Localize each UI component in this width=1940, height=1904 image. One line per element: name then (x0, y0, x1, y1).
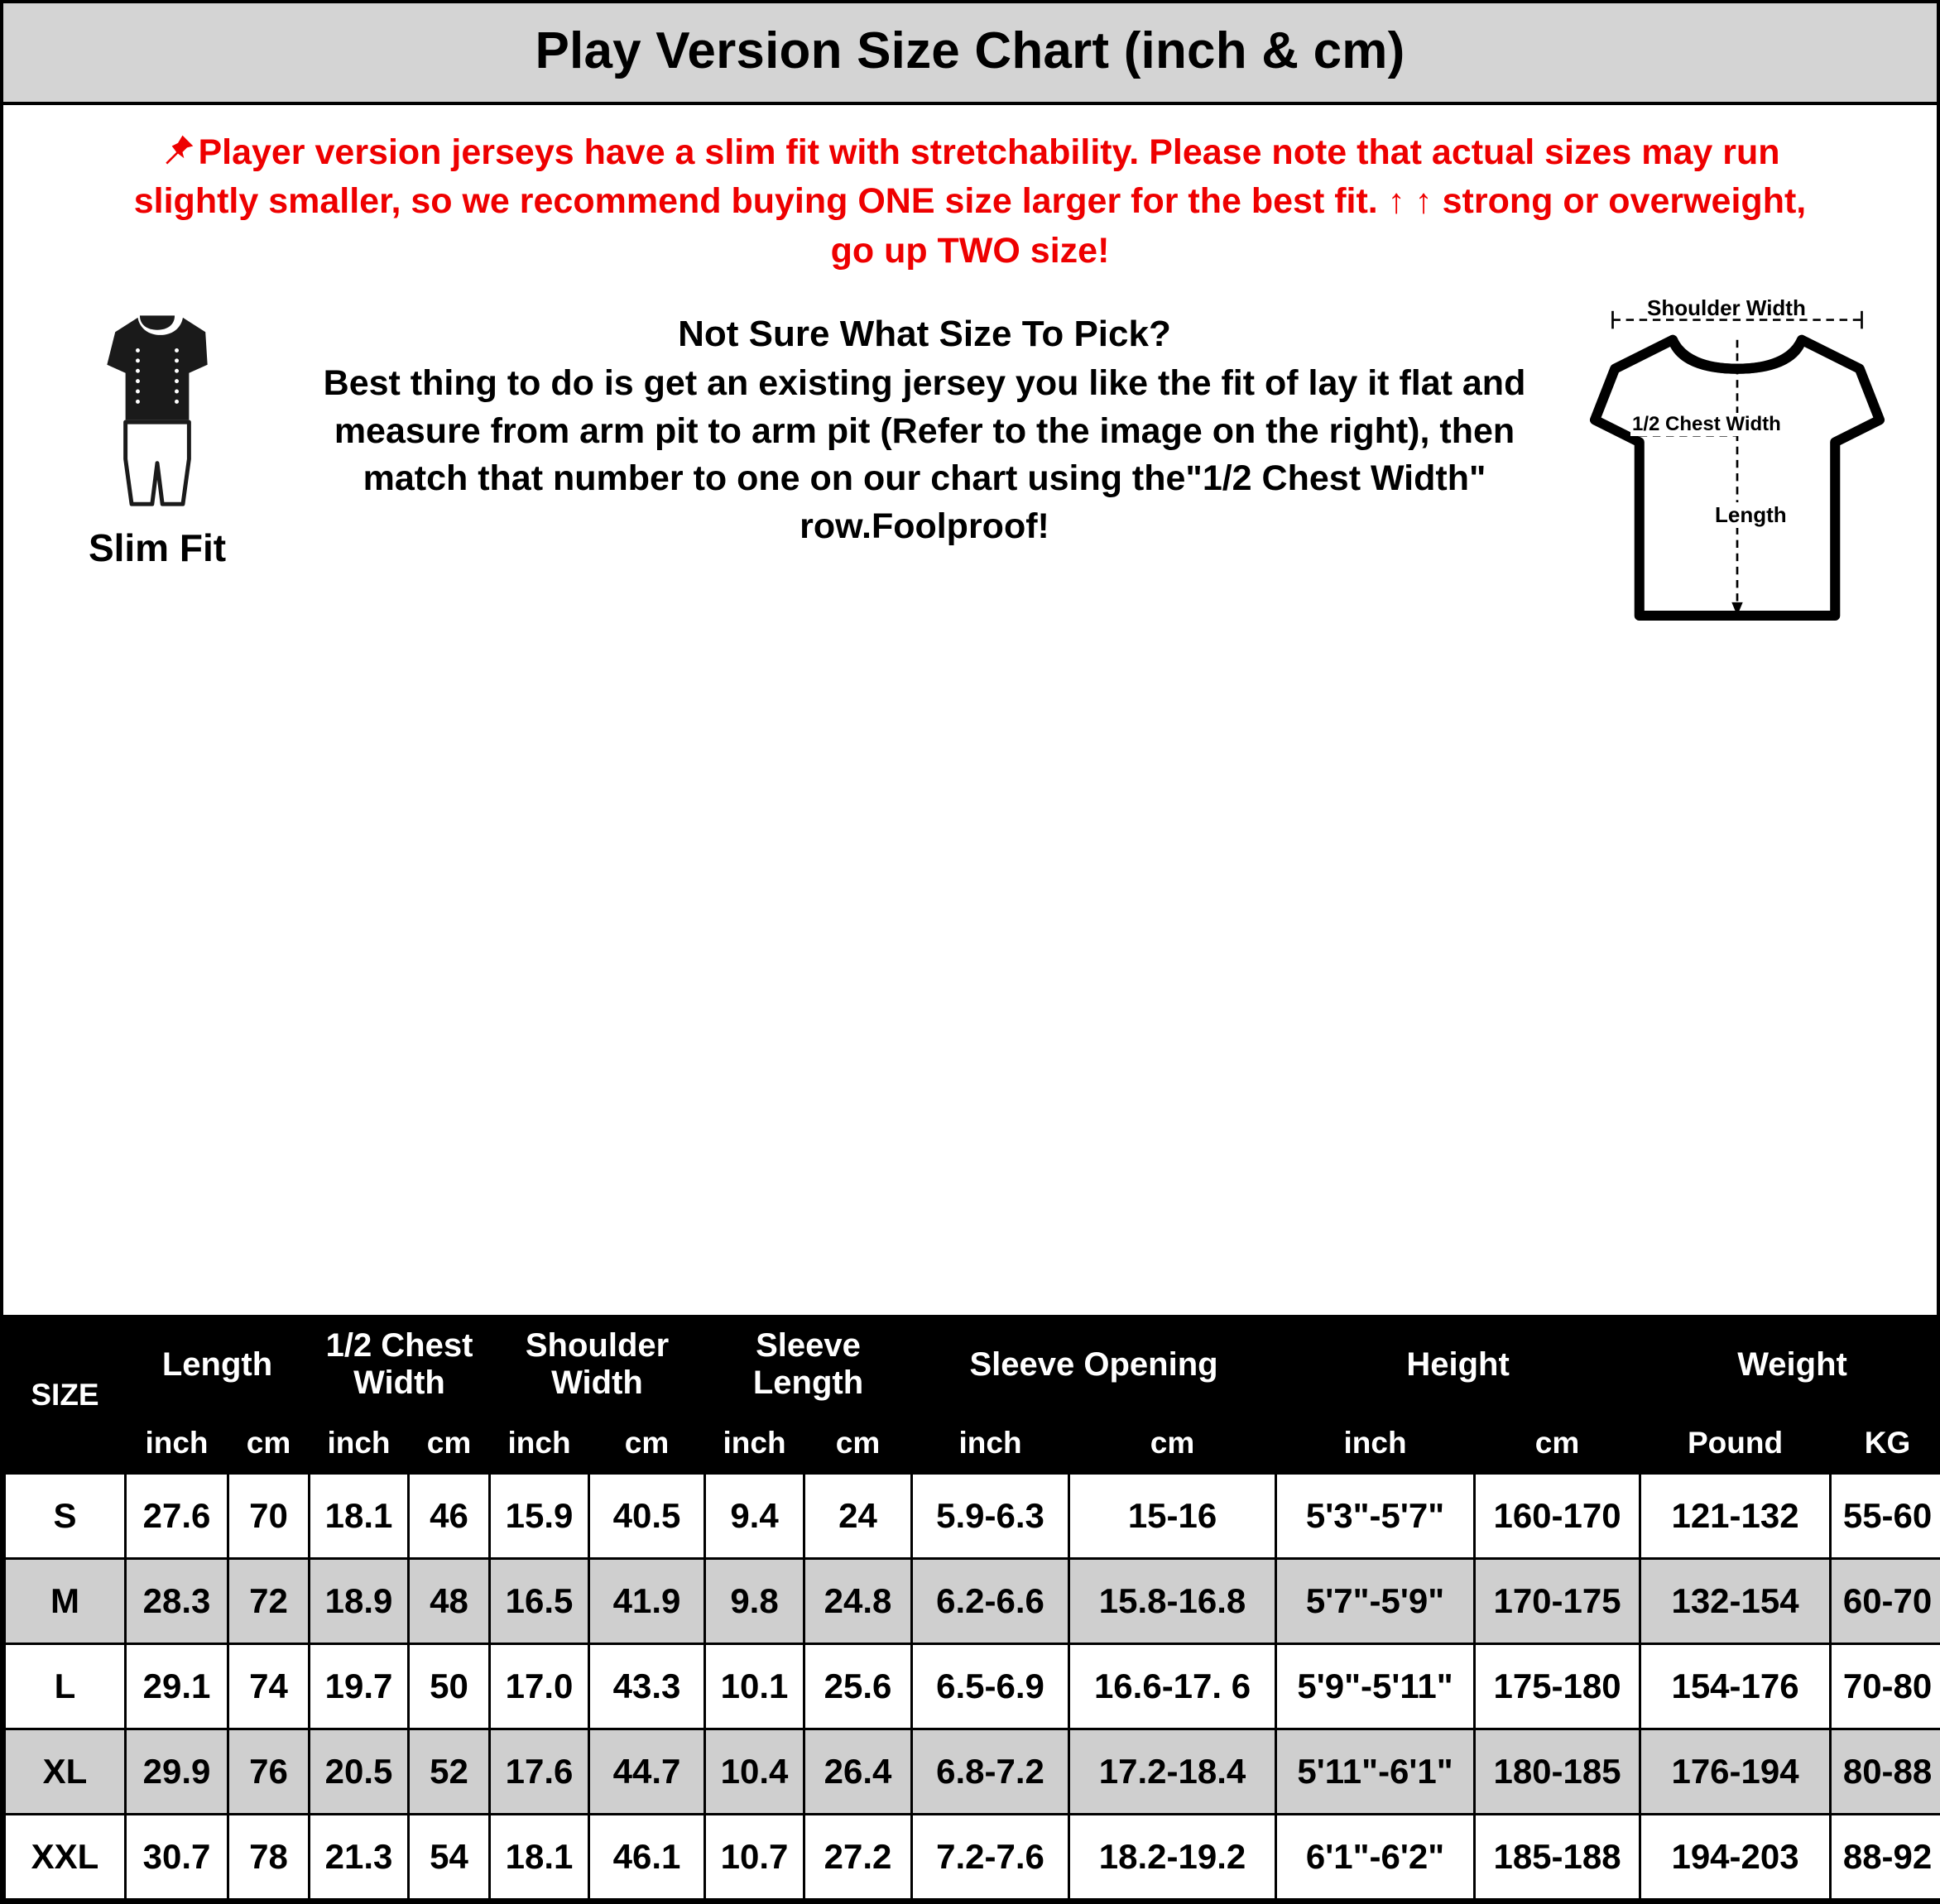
size-table (3, 1315, 1940, 1901)
cell-sleeve-length-cm: 26.4 (804, 1729, 912, 1815)
col-group-weight: Weight (1640, 1316, 1940, 1413)
col-group-height: Height (1276, 1316, 1640, 1413)
cell-sleeve-opening-cm: 15.8-16.8 (1069, 1559, 1276, 1644)
cell-chest-inch: 21.3 (310, 1815, 409, 1900)
cell-length-cm: 76 (228, 1729, 310, 1815)
cell-weight-kg: 60-70 (1831, 1559, 1940, 1644)
col-group-sleeve-length: Sleeve Length (705, 1316, 912, 1413)
cell-weight-kg: 88-92 (1831, 1815, 1940, 1900)
cell-length-cm: 72 (228, 1559, 310, 1644)
col-unit-chest-inch: inch (310, 1413, 409, 1474)
shoulder-width-label: Shoulder Width (1647, 295, 1806, 320)
col-unit-shoulder-inch: inch (490, 1413, 589, 1474)
table-head (5, 1316, 1940, 1474)
slim-fit-label: Slim Fit (88, 525, 227, 569)
cell-sleeve-opening-cm: 16.6-17. 6 (1069, 1644, 1276, 1729)
col-unit-height-inch: inch (1276, 1413, 1475, 1474)
cell-shoulder-inch: 15.9 (490, 1474, 589, 1559)
col-unit-length-cm: cm (228, 1413, 310, 1474)
slim-fit-figure-icon (25, 305, 290, 520)
cell-height-cm: 180-185 (1475, 1729, 1640, 1815)
arrow-up-icon-1: ↑ (1387, 181, 1405, 221)
col-unit-sleeve-length-cm: cm (804, 1413, 912, 1474)
cell-length-inch: 27.6 (126, 1474, 228, 1559)
cell-shoulder-cm: 41.9 (589, 1559, 705, 1644)
cell-sleeve-opening-cm: 15-16 (1069, 1474, 1276, 1559)
notice-line-1: Player version jerseys have a slim fit with stretchability. Please note that actual sizes may run (198, 132, 1780, 172)
cell-weight-kg: 80-88 (1831, 1729, 1940, 1815)
col-unit-shoulder-cm: cm (589, 1413, 705, 1474)
cell-sleeve-opening-cm: 17.2-18.4 (1069, 1729, 1276, 1815)
help-block (290, 290, 1559, 550)
help-question: Not Sure What Size To Pick? (678, 313, 1171, 354)
cell-height-inch: 5'11"-6'1" (1276, 1729, 1475, 1815)
table-body (5, 1474, 1940, 1900)
cell-weight-pound: 132-154 (1640, 1559, 1831, 1644)
cell-size: XL (5, 1729, 126, 1815)
cell-chest-cm: 54 (409, 1815, 490, 1900)
tshirt-diagram-block (1559, 290, 1915, 655)
cell-weight-kg: 55-60 (1831, 1474, 1940, 1559)
cell-shoulder-inch: 17.6 (490, 1729, 589, 1815)
cell-shoulder-cm: 44.7 (589, 1729, 705, 1815)
cell-size: L (5, 1644, 126, 1729)
cell-weight-pound: 176-194 (1640, 1729, 1831, 1815)
slim-fit-block (25, 290, 290, 570)
cell-chest-cm: 52 (409, 1729, 490, 1815)
cell-sleeve-length-cm: 25.6 (804, 1644, 912, 1729)
cell-size: M (5, 1559, 126, 1644)
cell-sleeve-opening-cm: 18.2-19.2 (1069, 1815, 1276, 1900)
cell-sleeve-opening-inch: 7.2-7.6 (912, 1815, 1069, 1900)
help-body: Best thing to do is get an existing jersey you like the fit of lay it flat and measure from arm pit to arm pit (Refer to the image on the right), then match that number to one on our chart using the"1/2 Chest Width" row.Foolproof! (323, 362, 1526, 546)
col-unit-sleeve-opening-cm: cm (1069, 1413, 1276, 1474)
col-group-half-chest-width: 1/2 Chest Width (310, 1316, 490, 1413)
table-row (5, 1644, 1940, 1729)
col-header-size: SIZE (5, 1316, 126, 1474)
cell-chest-cm: 50 (409, 1644, 490, 1729)
cell-sleeve-length-cm: 24 (804, 1474, 912, 1559)
cell-sleeve-length-inch: 10.7 (705, 1815, 804, 1900)
arrow-up-icon-2: ↑ (1414, 181, 1433, 221)
notice-line-2a: slightly smaller, so we recommend buying ONE size larger for the best fit. (133, 181, 1378, 222)
half-chest-width-label: 1/2 Chest Width (1632, 412, 1781, 435)
cell-weight-pound: 121-132 (1640, 1474, 1831, 1559)
pushpin-icon (160, 132, 196, 169)
cell-chest-inch: 18.1 (310, 1474, 409, 1559)
cell-size: XXL (5, 1815, 126, 1900)
cell-length-cm: 74 (228, 1644, 310, 1729)
col-unit-sleeve-opening-inch: inch (912, 1413, 1069, 1474)
cell-height-cm: 175-180 (1475, 1644, 1640, 1729)
col-group-shoulder-width: Shoulder Width (490, 1316, 705, 1413)
col-unit-chest-cm: cm (409, 1413, 490, 1474)
cell-shoulder-inch: 17.0 (490, 1644, 589, 1729)
cell-shoulder-inch: 16.5 (490, 1559, 589, 1644)
cell-chest-inch: 19.7 (310, 1644, 409, 1729)
cell-height-inch: 6'1"-6'2" (1276, 1815, 1475, 1900)
chart-title-bar (3, 3, 1937, 105)
cell-height-inch: 5'9"-5'11" (1276, 1644, 1475, 1729)
cell-length-inch: 30.7 (126, 1815, 228, 1900)
cell-shoulder-cm: 43.3 (589, 1644, 705, 1729)
cell-sleeve-length-inch: 10.4 (705, 1729, 804, 1815)
cell-weight-kg: 70-80 (1831, 1644, 1940, 1729)
cell-length-cm: 78 (228, 1815, 310, 1900)
notice-text (3, 105, 1937, 284)
table-unit-header-row (5, 1413, 1940, 1474)
cell-weight-pound: 194-203 (1640, 1815, 1831, 1900)
cell-height-cm: 160-170 (1475, 1474, 1640, 1559)
cell-sleeve-length-cm: 27.2 (804, 1815, 912, 1900)
cell-length-inch: 29.1 (126, 1644, 228, 1729)
cell-length-cm: 70 (228, 1474, 310, 1559)
col-unit-weight-kg: KG (1831, 1413, 1940, 1474)
col-group-length: Length (126, 1316, 310, 1413)
cell-sleeve-length-inch: 9.8 (705, 1559, 804, 1644)
cell-chest-inch: 20.5 (310, 1729, 409, 1815)
cell-size: S (5, 1474, 126, 1559)
cell-height-inch: 5'3"-5'7" (1276, 1474, 1475, 1559)
cell-sleeve-length-inch: 10.1 (705, 1644, 804, 1729)
page-title: Play Version Size Chart (inch & cm) (535, 22, 1405, 79)
col-unit-sleeve-length-inch: inch (705, 1413, 804, 1474)
cell-shoulder-cm: 46.1 (589, 1815, 705, 1900)
col-unit-length-inch: inch (126, 1413, 228, 1474)
col-group-sleeve-opening: Sleeve Opening (912, 1316, 1276, 1413)
info-row (3, 284, 1937, 664)
length-label: Length (1712, 502, 1789, 528)
col-unit-weight-pound: Pound (1640, 1413, 1831, 1474)
cell-shoulder-cm: 40.5 (589, 1474, 705, 1559)
tshirt-measure-diagram-icon (1568, 295, 1907, 651)
cell-length-inch: 29.9 (126, 1729, 228, 1815)
notice-line-2b: strong or overweight, (1442, 181, 1807, 222)
table-row (5, 1815, 1940, 1900)
cell-sleeve-opening-inch: 5.9-6.3 (912, 1474, 1069, 1559)
cell-weight-pound: 154-176 (1640, 1644, 1831, 1729)
cell-chest-cm: 48 (409, 1559, 490, 1644)
col-unit-height-cm: cm (1475, 1413, 1640, 1474)
cell-sleeve-length-cm: 24.8 (804, 1559, 912, 1644)
cell-height-cm: 185-188 (1475, 1815, 1640, 1900)
table-row (5, 1559, 1940, 1644)
cell-chest-cm: 46 (409, 1474, 490, 1559)
table-row (5, 1474, 1940, 1559)
cell-sleeve-opening-inch: 6.2-6.6 (912, 1559, 1069, 1644)
cell-sleeve-opening-inch: 6.5-6.9 (912, 1644, 1069, 1729)
cell-length-inch: 28.3 (126, 1559, 228, 1644)
cell-height-cm: 170-175 (1475, 1559, 1640, 1644)
cell-chest-inch: 18.9 (310, 1559, 409, 1644)
cell-sleeve-length-inch: 9.4 (705, 1474, 804, 1559)
table-row (5, 1729, 1940, 1815)
table-group-header-row (5, 1316, 1940, 1413)
cell-height-inch: 5'7"-5'9" (1276, 1559, 1475, 1644)
notice-line-3: go up TWO size! (830, 230, 1110, 271)
cell-sleeve-opening-inch: 6.8-7.2 (912, 1729, 1069, 1815)
cell-shoulder-inch: 18.1 (490, 1815, 589, 1900)
